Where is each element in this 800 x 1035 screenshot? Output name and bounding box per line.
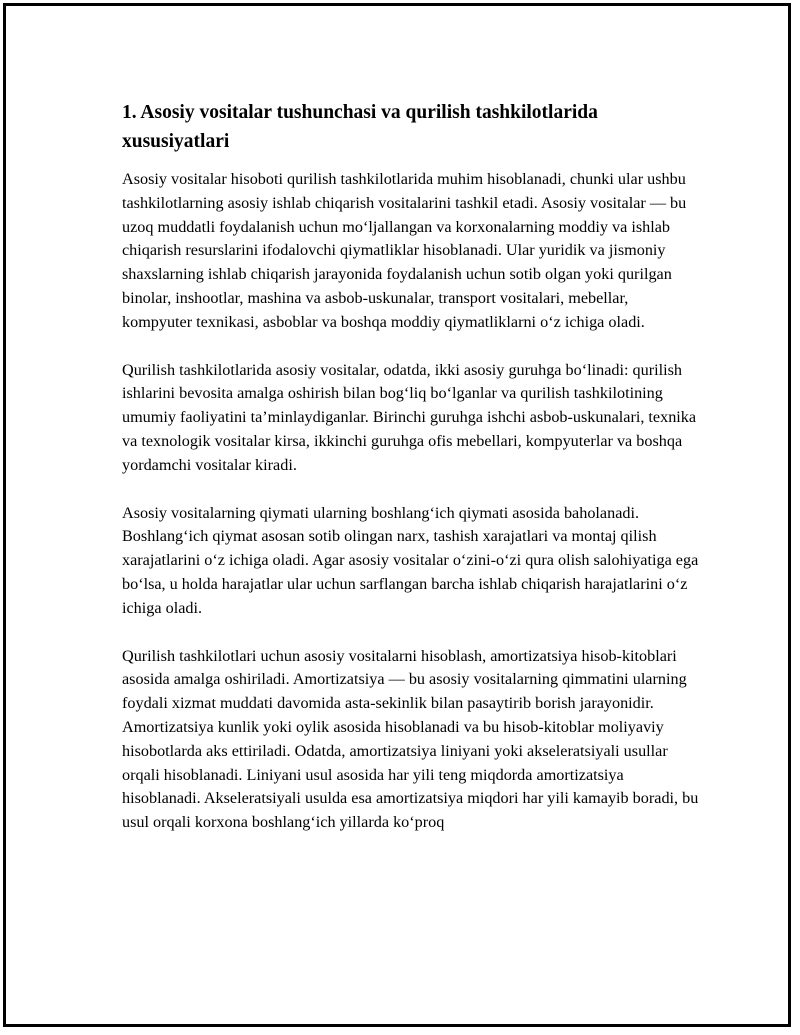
section-heading: 1. Asosiy vositalar tushunchasi va qurilish tashkilotlarida xususiyatlari — [122, 102, 598, 152]
document-content — [122, 98, 702, 859]
paragraph-3: Asosiy vositalarning qiymati ularning boshlangʻich qiymati asosida baholanadi. Boshlangʻich qiymat asosan sotib olingan narx, tashish xarajatlari va montaj qilish xarajatlarini oʻz ichiga oladi. Agar asosiy vositalar oʻzini-oʻzi qura olish salohiyatiga ega boʻlsa, u holda harajatlar ular uchun sarflangan barcha ishlab chiqarish harajatlarini oʻz ichiga oladi. — [122, 503, 699, 617]
paragraph-4: Qurilish tashkilotlari uchun asosiy vositalarni hisoblash, amortizatsiya hisob-kitoblari asosida amalga oshiriladi. Amortizatsiya — bu asosiy vositalarning qimmatini ularning foydali xizmat muddati davomida asta-sekinlik bilan pasaytirib borish jarayonidir. Amortizatsiya kunlik yoki oylik asosida hisoblanadi va bu hisob-kitoblar moliyaviy hisobotlarda aks ettiriladi. Odatda, amortizatsiya liniyani yoki akseleratsiyali usullar orqali hisoblanadi. Liniyani usul asosida har yili teng miqdorda amortizatsiya hisoblanadi. Akseleratsiyali usulda esa amortizatsiya miqdori har yili kamayib boradi, bu usul orqali korxona boshlangʻich yillarda koʻproq — [122, 646, 699, 832]
paragraph-2: Qurilish tashkilotlarida asosiy vositalar, odatda, ikki asosiy guruhga boʻlinadi: qurilish ishlarini bevosita amalga oshirish bilan bogʻliq boʻlganlar va qurilish tashkilotining umumiy faoliyatini taʼminlaydiganlar. Birinchi guruhga ishchi asbob-uskunalari, texnika va texnologik vositalar kirsa, ikkinchi guruhga ofis mebellari, kompyuterlar va boshqa yordamchi vositalar kiradi. — [122, 360, 697, 474]
paragraph-1: Asosiy vositalar hisoboti qurilish tashkilotlarida muhim hisoblanadi, chunki ular ushbu tashkilotlarning asosiy ishlab chiqarish vositalarini tashkil etadi. Asosiy vositalar — bu uzoq muddatli foydalanish uchun moʻljallangan va korxonalarning moddiy va ishlab chiqarish resurslarini ifodalovchi qiymatliklar hisoblanadi. Ular yuridik va jismoniy shaxslarning ishlab chiqarish jarayonida foydalanish uchun sotib olgan yoki qurilgan binolar, inshootlar, mashina va asbob-uskunalar, transport vositalari, mebellar, kompyuter texnikasi, asboblar va boshqa moddiy qiymatliklarni oʻz ichiga oladi. — [122, 170, 687, 331]
document-page — [3, 3, 791, 1027]
